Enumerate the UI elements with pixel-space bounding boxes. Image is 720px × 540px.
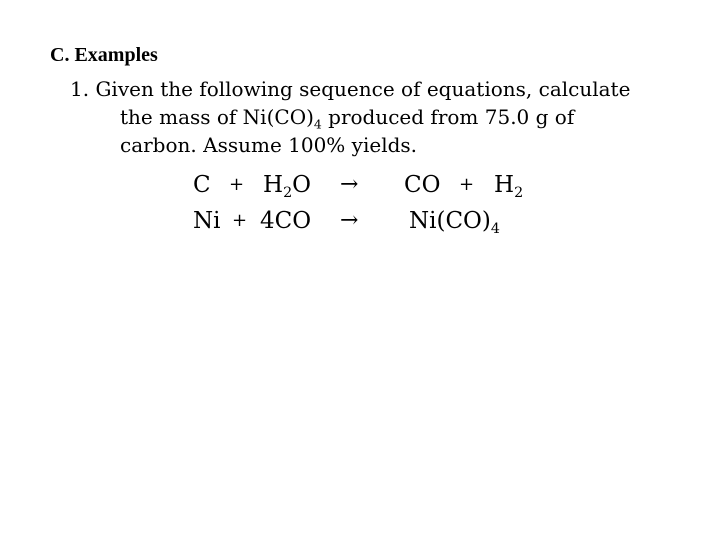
eq1-product-2-subscript: 2: [514, 184, 524, 201]
eq2-product-1-subscript: 4: [490, 220, 500, 237]
eq1-plus-2: +: [459, 174, 475, 195]
eq1-reactant-2: [263, 168, 311, 202]
eq2-arrow-icon: →: [340, 208, 359, 233]
problem-statement: [70, 75, 670, 159]
problem-line-1: [70, 75, 670, 103]
eq1-reactant-2-tail: O: [292, 172, 311, 198]
eq2-product-1: [409, 204, 500, 238]
equation-1: [0, 168, 720, 202]
problem-line-2: [70, 103, 670, 131]
eq2-reactant-1: Ni: [193, 208, 221, 234]
eq1-reactant-1: C: [193, 172, 211, 198]
eq1-product-1: CO: [404, 172, 441, 198]
problem-number: 1.: [70, 77, 90, 101]
problem-text-4: carbon. Assume 100% yields.: [120, 133, 418, 157]
problem-text-1: Given the following sequence of equations, calculate: [95, 77, 631, 101]
eq2-reactant-2: 4CO: [260, 208, 312, 234]
eq1-arrow-icon: →: [340, 172, 359, 197]
problem-text-2: the mass of Ni(CO): [120, 105, 314, 129]
eq2-product-1-formula: Ni(CO): [409, 208, 491, 234]
section-heading: C. Examples: [50, 44, 158, 66]
eq1-reactant-2-element: H: [263, 172, 284, 198]
eq1-reactant-2-subscript: 2: [283, 184, 293, 201]
eq2-plus-1: +: [232, 210, 248, 231]
eq1-plus-1: +: [229, 174, 245, 195]
eq1-product-2-element: H: [494, 172, 515, 198]
equation-2: [0, 204, 720, 238]
problem-text-3: produced from 75.0 g of: [328, 105, 575, 129]
eq1-product-2: [494, 168, 523, 202]
problem-line-3: [70, 131, 670, 159]
ni-co-subscript: 4: [313, 116, 322, 132]
